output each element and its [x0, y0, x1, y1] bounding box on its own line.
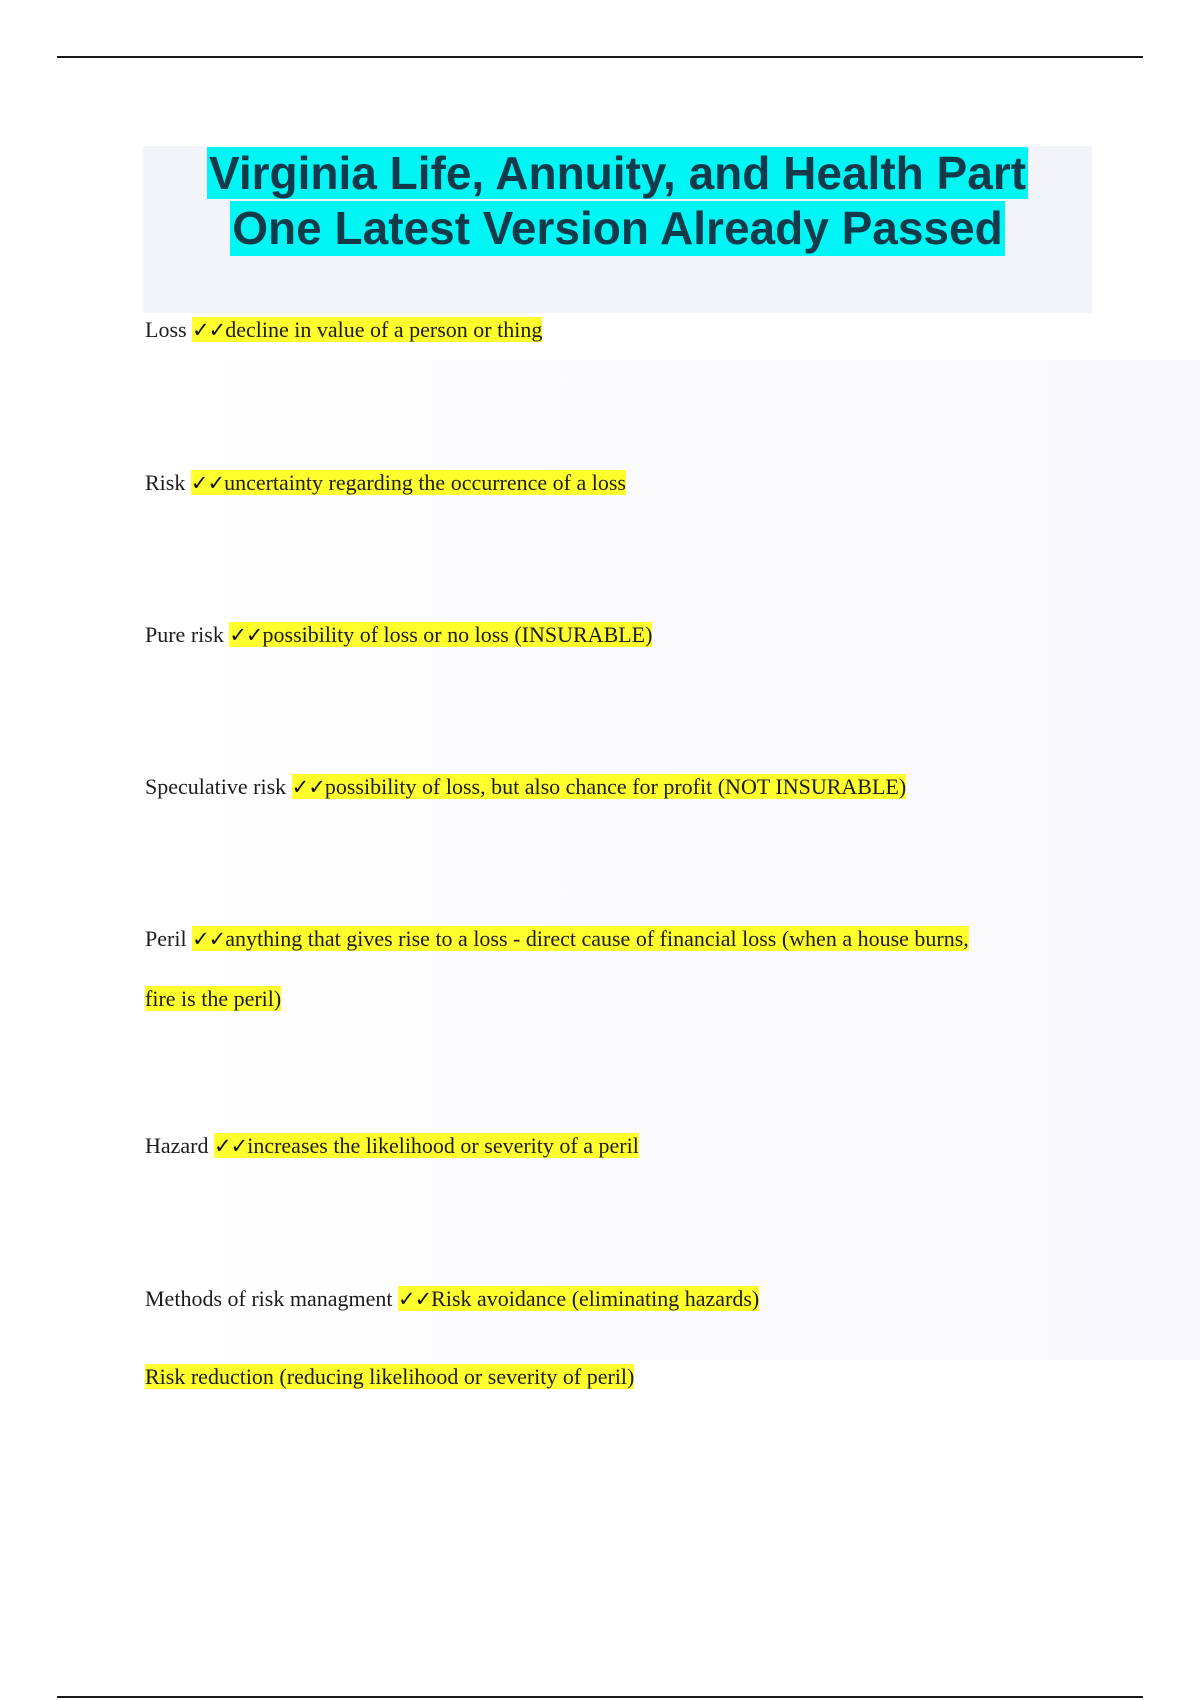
term: Methods of risk managment [145, 1286, 393, 1311]
qa-entry-risk [145, 468, 626, 498]
definition: anything that gives rise to a loss - direct cause of financial loss (when a house burns, [225, 926, 969, 951]
double-check-icon: ✓✓ [192, 318, 226, 342]
answer-highlight [192, 317, 542, 342]
double-check-icon: ✓✓ [229, 623, 263, 647]
qa-entry-peril [145, 924, 969, 954]
answer-highlight [292, 774, 907, 799]
header-rule [57, 56, 1143, 58]
document-title [143, 146, 1092, 256]
definition: increases the likelihood or severity of a peril [247, 1133, 639, 1158]
answer-highlight [191, 470, 626, 495]
definition: Risk avoidance (eliminating hazards) [431, 1286, 760, 1311]
qa-entry-pure-risk [145, 620, 652, 650]
definition-continuation: fire is the peril) [145, 986, 282, 1011]
term: Hazard [145, 1133, 209, 1158]
qa-entry-methods-of-risk-management [145, 1284, 759, 1314]
double-check-icon: ✓✓ [190, 471, 225, 495]
term: Peril [145, 926, 187, 951]
answer-highlight [214, 1133, 639, 1158]
definition: decline in value of a person or thing [225, 317, 543, 342]
definition: uncertainty regarding the occurrence of a loss [224, 470, 626, 495]
term: Risk [145, 470, 186, 495]
footer-rule [57, 1696, 1143, 1698]
answer-highlight [229, 622, 652, 647]
qa-entry-hazard [145, 1131, 639, 1161]
term: Pure risk [145, 622, 224, 647]
qa-entry-speculative-risk [145, 772, 906, 802]
qa-entry-loss [145, 315, 542, 345]
double-check-icon: ✓✓ [192, 927, 226, 951]
answer-highlight [398, 1286, 759, 1311]
content-background [190, 360, 1200, 1360]
double-check-icon: ✓✓ [214, 1134, 248, 1158]
definition-continuation: Risk reduction (reducing likelihood or severity of peril) [145, 1364, 635, 1389]
document-title-line-1: Virginia Life, Annuity, and Health Part [208, 147, 1027, 199]
definition: possibility of loss, but also chance for profit (NOT INSURABLE) [324, 774, 907, 799]
qa-entry-peril-continuation [145, 984, 281, 1014]
double-check-icon: ✓✓ [397, 1287, 432, 1311]
definition: possibility of loss or no loss (INSURABLE) [262, 622, 653, 647]
term: Loss [145, 317, 187, 342]
qa-entry-methods-continuation [145, 1362, 634, 1392]
document-title-line-2: One Latest Version Already Passed [232, 202, 1003, 254]
answer-highlight [192, 926, 969, 951]
double-check-icon: ✓✓ [291, 775, 325, 799]
term: Speculative risk [145, 774, 287, 799]
